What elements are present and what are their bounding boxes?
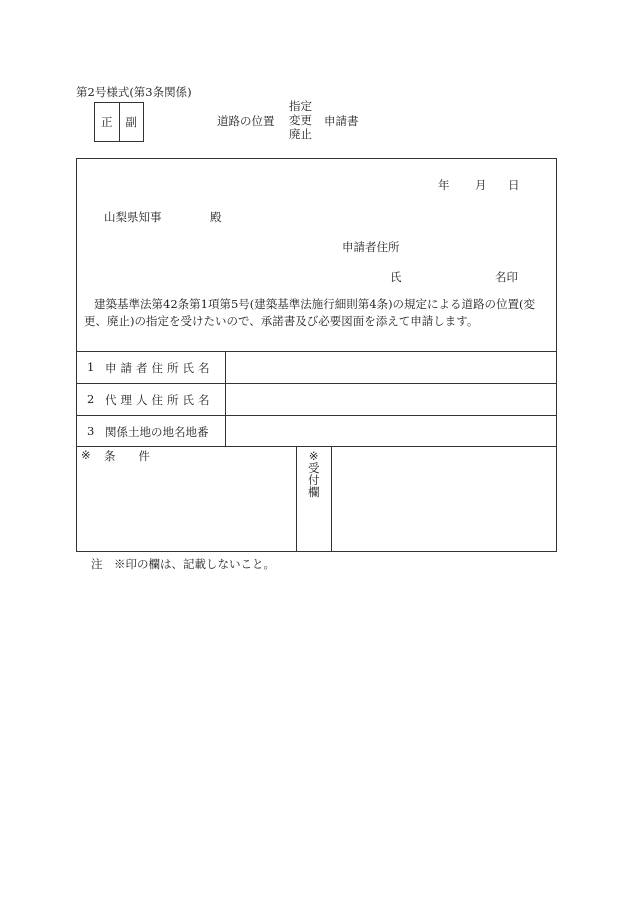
conditions-label: 条 件 xyxy=(104,449,150,463)
date-day-label: 日 xyxy=(508,178,520,192)
date-month-label: 月 xyxy=(475,178,487,192)
application-form-box xyxy=(76,158,557,552)
applicant-address-label: 申請者住所 xyxy=(342,240,400,254)
row-number: 1 xyxy=(87,360,95,374)
title-option-designate: 指定 xyxy=(289,99,312,113)
reception-char: 付 xyxy=(308,473,320,487)
date-year-label: 年 xyxy=(438,178,450,192)
reception-label xyxy=(308,450,320,498)
table-divider xyxy=(77,383,556,384)
addressee: 山梨県知事 xyxy=(104,210,162,224)
original-cell: 正 xyxy=(101,115,113,129)
reception-mark: ※ xyxy=(308,449,319,463)
row-label: 申請者住所氏名 xyxy=(105,361,214,375)
row-label: 関係土地の地名地番 xyxy=(105,425,209,439)
applicant-name-seal-label: 名印 xyxy=(495,270,518,284)
form-number-label: 第2号様式(第3条関係) xyxy=(76,85,192,99)
conditions-divider xyxy=(296,446,297,551)
row-number: 3 xyxy=(87,424,95,438)
row-number: 2 xyxy=(87,392,95,406)
footnote: 注 ※印の欄は、記載しないこと。 xyxy=(91,557,275,571)
table-divider xyxy=(77,351,556,352)
title-road-position: 道路の位置 xyxy=(217,114,275,128)
reception-char: 欄 xyxy=(308,485,320,499)
row-label: 代理人住所氏名 xyxy=(105,393,214,407)
conditions-mark: ※ xyxy=(81,448,91,462)
title-option-abolish: 廃止 xyxy=(289,127,312,141)
copy-cell: 副 xyxy=(119,103,144,141)
title-option-change: 変更 xyxy=(289,113,312,127)
reception-divider xyxy=(331,446,332,551)
application-statement: 建築基準法第42条第1項第5号(建築基準法施行細則第4条)の規定による道路の位置(変更、廃止)の指定を受けたいので、承諾書及び必要図面を添えて申請します。 xyxy=(84,297,536,328)
table-column-divider xyxy=(225,351,226,446)
table-divider xyxy=(77,415,556,416)
title-options xyxy=(289,99,312,141)
applicant-name-label: 氏 xyxy=(390,270,402,284)
honorific: 殿 xyxy=(210,210,222,224)
reception-char: 受 xyxy=(308,461,320,475)
title-application: 申請書 xyxy=(324,114,359,128)
table-divider xyxy=(77,446,556,447)
original-copy-box xyxy=(94,102,144,142)
